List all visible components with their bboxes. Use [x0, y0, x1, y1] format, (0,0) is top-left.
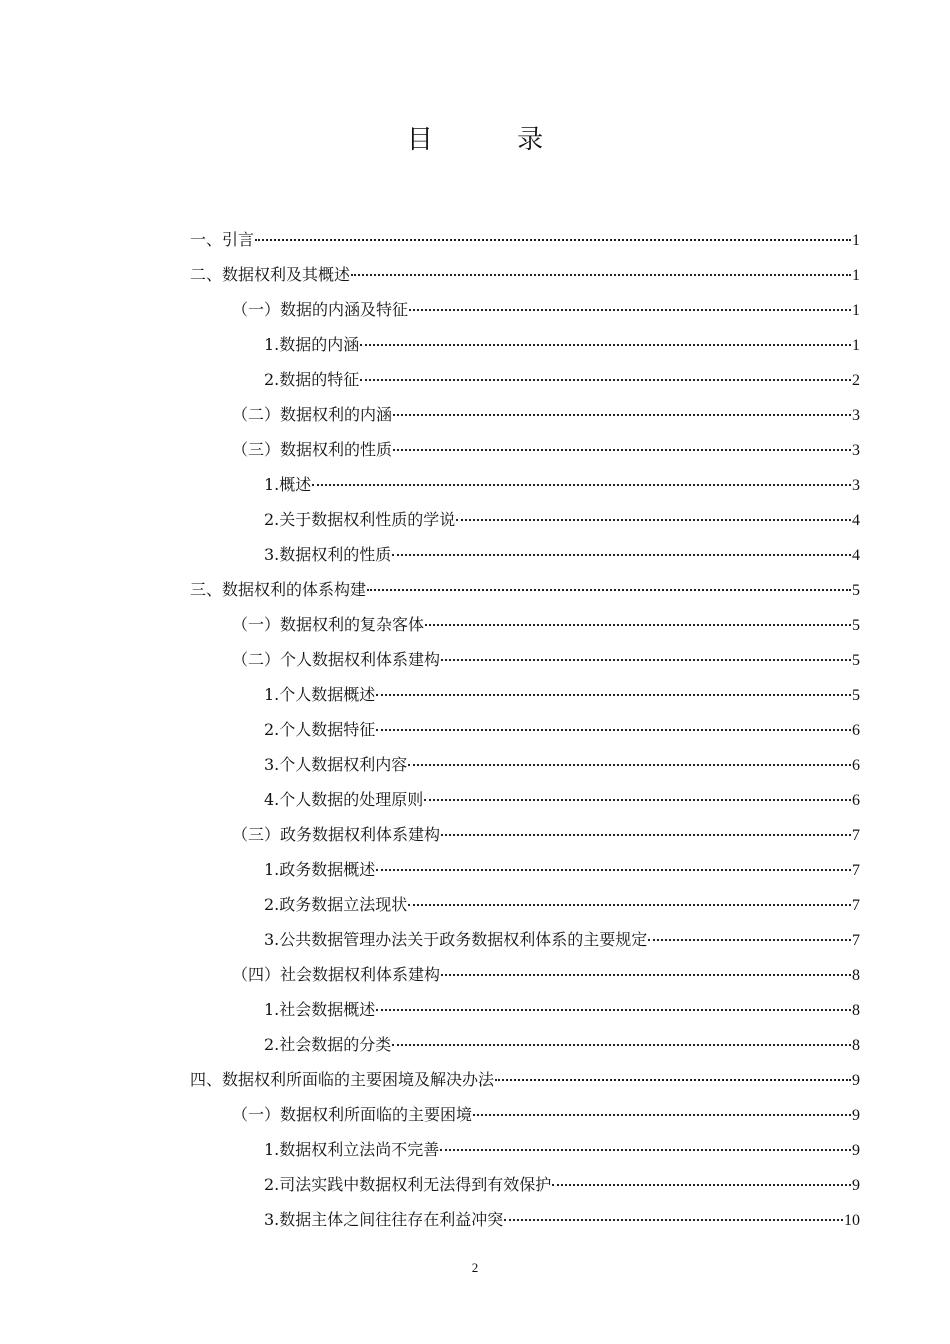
toc-dot-leader: [408, 764, 851, 766]
toc-dot-leader: [552, 1184, 851, 1186]
toc-entry[interactable]: [190, 992, 860, 1027]
toc-entry-page: 1: [852, 302, 860, 319]
toc-entry-title: 1.个人数据概述: [264, 685, 376, 704]
toc-entry-page: 7: [852, 862, 860, 879]
toc-entry-title: 1.数据权利立法尚不完善: [264, 1140, 440, 1159]
toc-entry[interactable]: [190, 1132, 860, 1167]
toc-entry-page: 8: [852, 1002, 860, 1019]
toc-entry[interactable]: [190, 1202, 860, 1237]
toc-entry[interactable]: [190, 257, 860, 292]
toc-entry-title: 三、数据权利的体系构建: [190, 580, 367, 599]
toc-entry-title: 一、引言: [190, 230, 255, 249]
toc-entry-page: 7: [852, 897, 860, 914]
toc-entry-page: 9: [852, 1072, 860, 1089]
toc-dot-leader: [393, 449, 851, 451]
toc-dot-leader: [441, 834, 851, 836]
toc-dot-leader: [441, 974, 851, 976]
toc-entry-title: 四、数据权利所面临的主要困境及解决办法: [190, 1070, 495, 1089]
toc-entry-page: 2: [852, 372, 860, 389]
toc-dot-leader: [360, 379, 851, 381]
toc-entry-title: 1.数据的内涵: [264, 335, 360, 354]
toc-dot-leader: [367, 589, 851, 591]
toc-entry-title: （三）政务数据权利体系建构: [232, 825, 441, 844]
toc-entry-page: 7: [852, 932, 860, 949]
toc-entry[interactable]: [190, 747, 860, 782]
toc-entry[interactable]: [190, 327, 860, 362]
toc-entry-title: 2.政务数据立法现状: [264, 895, 408, 914]
toc-entry-title: （二）数据权利的内涵: [232, 405, 393, 424]
toc-dot-leader: [376, 1009, 851, 1011]
toc-entry[interactable]: [190, 292, 860, 327]
toc-entry[interactable]: [190, 852, 860, 887]
toc-entry-page: 1: [852, 337, 860, 354]
toc-entry-title: （二）个人数据权利体系建构: [232, 650, 441, 669]
toc-entry[interactable]: [190, 922, 860, 957]
toc-entry-title: 3.数据主体之间往往存在利益冲突: [264, 1210, 504, 1229]
toc-entry-page: 1: [852, 267, 860, 284]
toc-dot-leader: [393, 414, 851, 416]
toc-entry-page: 9: [852, 1107, 860, 1124]
toc-dot-leader: [255, 239, 851, 241]
toc-entry-title: 2.数据的特征: [264, 370, 360, 389]
toc-entry[interactable]: [190, 572, 860, 607]
toc-entry-title: （三）数据权利的性质: [232, 440, 393, 459]
toc-entry[interactable]: [190, 1167, 860, 1202]
toc-entry-page: 1: [852, 232, 860, 249]
toc-entry-title: 1.政务数据概述: [264, 860, 376, 879]
table-of-contents: [190, 222, 860, 1237]
toc-entry-page: 6: [852, 792, 860, 809]
toc-entry[interactable]: [190, 1097, 860, 1132]
toc-dot-leader: [424, 799, 851, 801]
toc-entry-page: 4: [852, 512, 860, 529]
toc-entry-title: 1.概述: [264, 475, 312, 494]
toc-dot-leader: [376, 729, 851, 731]
toc-dot-leader: [441, 659, 851, 661]
toc-entry-page: 9: [852, 1142, 860, 1159]
toc-entry[interactable]: [190, 432, 860, 467]
toc-entry[interactable]: [190, 607, 860, 642]
toc-dot-leader: [392, 1044, 851, 1046]
toc-dot-leader: [376, 869, 851, 871]
toc-dot-leader: [440, 1149, 851, 1151]
toc-entry[interactable]: [190, 1062, 860, 1097]
toc-entry[interactable]: [190, 502, 860, 537]
toc-entry-title: 4.个人数据的处理原则: [264, 790, 424, 809]
toc-entry-title: （一）数据权利的复杂客体: [232, 615, 425, 634]
toc-entry-page: 3: [852, 442, 860, 459]
toc-entry-title: （四）社会数据权利体系建构: [232, 965, 441, 984]
toc-entry-title: 2.关于数据权利性质的学说: [264, 510, 456, 529]
toc-entry[interactable]: [190, 467, 860, 502]
toc-entry-page: 6: [852, 722, 860, 739]
toc-entry-title: 2.司法实践中数据权利无法得到有效保护: [264, 1175, 552, 1194]
toc-entry-page: 5: [852, 582, 860, 599]
toc-dot-leader: [351, 274, 851, 276]
toc-dot-leader: [425, 624, 851, 626]
toc-entry-title: 1.社会数据概述: [264, 1000, 376, 1019]
toc-dot-leader: [360, 344, 851, 346]
toc-entry[interactable]: [190, 537, 860, 572]
toc-entry-page: 10: [844, 1212, 860, 1229]
toc-entry-page: 8: [852, 1037, 860, 1054]
toc-entry[interactable]: [190, 397, 860, 432]
toc-entry-page: 3: [852, 477, 860, 494]
toc-entry[interactable]: [190, 782, 860, 817]
toc-entry-title: 2.社会数据的分类: [264, 1035, 392, 1054]
toc-dot-leader: [473, 1114, 851, 1116]
toc-entry-page: 9: [852, 1177, 860, 1194]
toc-entry[interactable]: [190, 957, 860, 992]
toc-dot-leader: [312, 484, 851, 486]
page-title: 目 录: [406, 125, 582, 155]
toc-dot-leader: [495, 1079, 851, 1081]
toc-entry[interactable]: [190, 677, 860, 712]
toc-entry-page: 5: [852, 687, 860, 704]
toc-entry-page: 6: [852, 757, 860, 774]
toc-dot-leader: [456, 519, 851, 521]
toc-dot-leader: [504, 1219, 843, 1221]
toc-entry-page: 5: [852, 652, 860, 669]
toc-entry-page: 7: [852, 827, 860, 844]
toc-entry-title: （一）数据权利所面临的主要困境: [232, 1105, 473, 1124]
toc-entry[interactable]: [190, 1027, 860, 1062]
toc-entry[interactable]: [190, 642, 860, 677]
toc-entry[interactable]: [190, 817, 860, 852]
toc-dot-leader: [409, 309, 851, 311]
toc-entry-page: 4: [852, 547, 860, 564]
toc-entry[interactable]: [190, 712, 860, 747]
toc-entry[interactable]: [190, 887, 860, 922]
toc-entry-title: 3.数据权利的性质: [264, 545, 392, 564]
toc-entry-title: 二、数据权利及其概述: [190, 265, 351, 284]
toc-entry[interactable]: [190, 362, 860, 397]
page-number: 2: [471, 1260, 479, 1275]
toc-entry-page: 5: [852, 617, 860, 634]
toc-entry-page: 3: [852, 407, 860, 424]
toc-entry-title: 2.个人数据特征: [264, 720, 376, 739]
toc-entry-page: 8: [852, 967, 860, 984]
toc-entry-title: 3.个人数据权利内容: [264, 755, 408, 774]
toc-dot-leader: [408, 904, 851, 906]
toc-entry-title: （一）数据的内涵及特征: [232, 300, 409, 319]
toc-entry-title: 3.公共数据管理办法关于政务数据权利体系的主要规定: [264, 930, 648, 949]
toc-entry[interactable]: [190, 222, 860, 257]
toc-dot-leader: [376, 694, 851, 696]
toc-dot-leader: [392, 554, 851, 556]
toc-dot-leader: [648, 939, 851, 941]
